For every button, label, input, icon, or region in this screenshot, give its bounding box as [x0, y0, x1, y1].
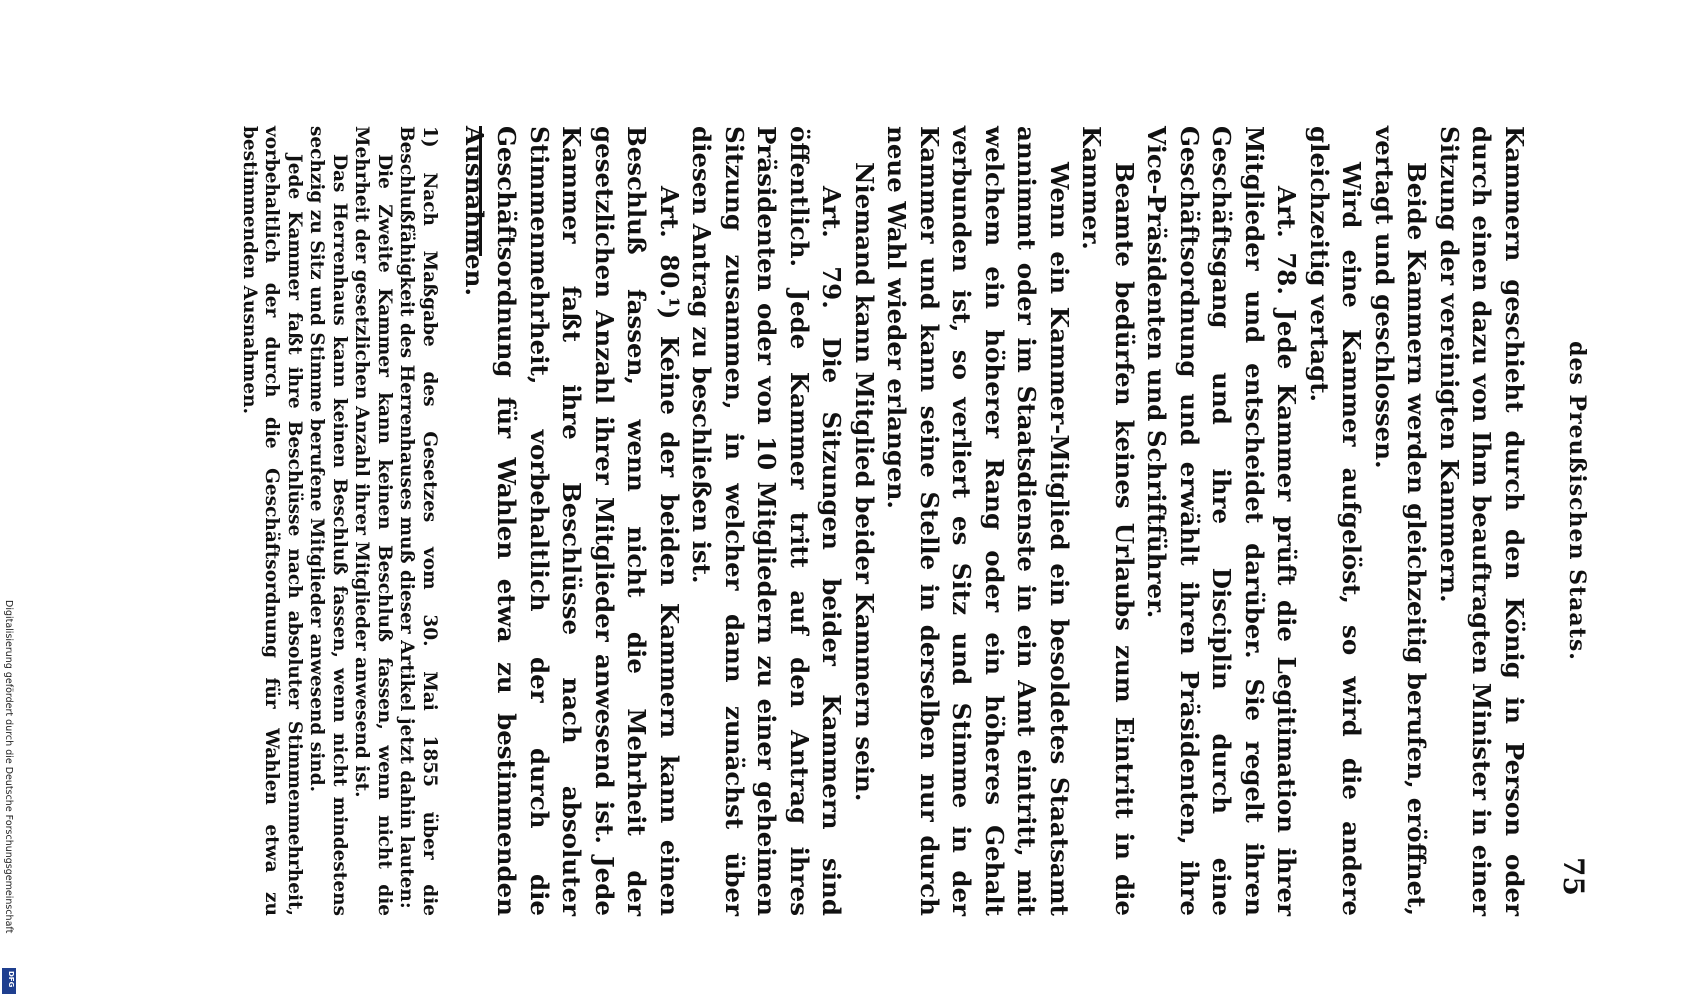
footnote-line: Jede Kammer faßt ihre Beschlüsse nach absoluter Stimmenmehrheit, vorbehaltlich der durch die Geschäftsordnung für Wahlen etwa zu bestimmenden Ausnahmen.: [239, 126, 305, 916]
scan-credit: [0, 600, 18, 1000]
footnote-line: Die Zweite Kammer kann keinen Beschluß fassen, wenn nicht die Mehrheit der gesetzlichen Anzahl ihrer Mitglieder anwesend ist.: [351, 126, 395, 916]
article-79: Art. 79. Die Sitzungen beider Kammern sind öffentlich. Jede Kammer tritt auf den Antrag ihres Präsidenten oder von 10 Mitgliedern zu einer geheimen Sitzung zusammen, in welcher dann zunächst über diesen Antrag zu beschließen ist.: [687, 126, 847, 916]
paragraph: Niemand kann Mitglied beider Kammern sein.: [850, 162, 879, 802]
paragraph: Wenn ein Kammer-Mitglied ein besoldetes Staatsamt annimmt oder im Staatsdienste in ein Amt eintritt, mit welchem ein höherer Rang oder ein höheres Gehalt verbunden ist, so verliert es Sitz und Stimme in der Kammer und kann seine Stelle in derselben nur durch neue Wahl wieder erlangen.: [882, 126, 1074, 916]
rotated-book-page: [150, 66, 1590, 946]
paragraph: Kammern geschieht durch den König in Person oder durch einen dazu von Ihm beauftragten Minister in einer Sitzung der vereinigten Kammern.: [1435, 126, 1529, 916]
running-title: des Preußischen Staats.: [1564, 341, 1590, 661]
footnote-line: Das Herrenhaus kann keinen Beschluß fassen, wenn nicht mindestens sechzig zu Sitz und Stimme berufene Mitglieder anwesend sind.: [306, 126, 350, 916]
paragraph: Beide Kammern werden gleichzeitig berufen, eröffnet, vertagt und geschlossen.: [1370, 126, 1432, 916]
footnote-separator: [479, 126, 482, 256]
running-head: [1550, 106, 1590, 896]
footnote: 1) Nach Maßgabe des Gesetzes vom 30. Mai 1855 über die Beschlußfähigkeit des Herrenhauses muß dieser Artikel jetzt dahin lauten:: [396, 126, 440, 916]
scan-credit-text: Digitalisierung gefördert durch die Deutsche Forschungsgemeinschaft: [3, 600, 14, 934]
dfg-logo-icon: [2, 968, 16, 994]
paragraph: Beamte bedürfen keines Urlaubs zum Eintritt in die Kammer.: [1077, 126, 1139, 916]
dfg-logo-text: DFG: [7, 971, 15, 988]
paragraph: Wird eine Kammer aufgelöst, so wird die andere gleichzeitig vertagt.: [1305, 126, 1367, 916]
footnotes: [238, 126, 441, 916]
article-80: Art. 80.¹) Keine der beiden Kammern kann einen Beschluß fassen, wenn nicht die Mehrheit der gesetzlichen Anzahl ihrer Mitglieder anwesend ist. Jede Kammer faßt ihre Beschlüsse nach absoluter Stimmenmehrheit, vorbehaltlich der durch die Geschäftsordnung für Wahlen etwa zu bestimmenden Ausnahmen.: [460, 126, 684, 916]
body-text: [458, 126, 1531, 916]
article-78: Art. 78. Jede Kammer prüft die Legitimation ihrer Mitglieder und entscheidet darüber. Sie regelt ihren Geschäftsgang und ihre Disciplin durch eine Geschäftsordnung und erwählt ihren Präsidenten, ihre Vice-Präsidenten und Schriftführer.: [1142, 126, 1302, 916]
page-number: 75: [1557, 857, 1590, 896]
